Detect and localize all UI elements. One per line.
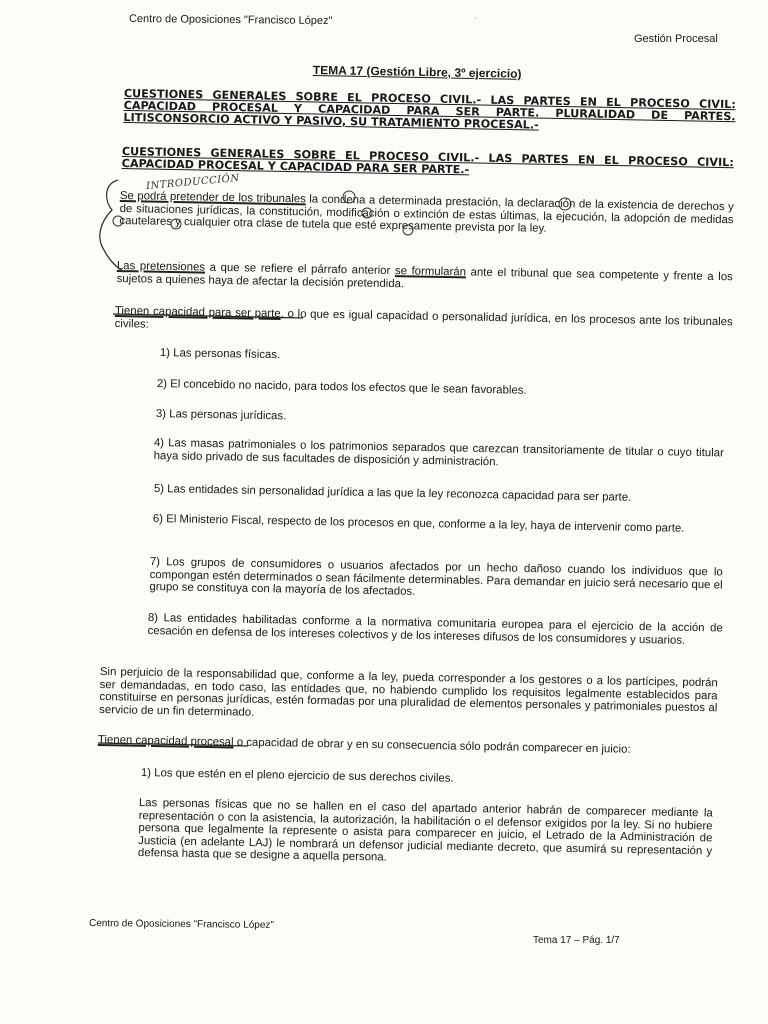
pretensiones-underlined2: se formularán — [394, 265, 467, 279]
header-institution: Centro de Oposiciones "Francisco López" — [128, 12, 333, 28]
capacidad-parte-paragraph — [115, 305, 733, 342]
list-item: 1) Las personas físicas. — [159, 347, 281, 362]
capacidad-procesal-underlined: Tienen capacidad procesal — [97, 734, 234, 749]
header-subject: Gestión Procesal — [634, 33, 718, 45]
intro-underlined: Se podrá pretender de los tribunales — [119, 190, 306, 206]
personas-fisicas-paragraph: Las personas físicas que no se hallen en el caso del apartado anterior habrán de comparecer mediante la representación o con la asistencia, la autorización, la habilitación o el defensor exigidos por la ley. Si no hubiere persona que legalmente la represente o asista para comparecer en juicio, el Letrado de la Administración de Justicia (en adelante LAJ) le nombrará un defensor judicial mediante decreto, que asumirá su representación y defensa hasta que se designe a aquella persona. — [137, 797, 713, 864]
pretensiones-paragraph — [117, 260, 733, 296]
pretensiones-text2: ante el tribunal que sea competente y frente a los sujetos a quienes haya de afectar la decisión pretendida. — [116, 266, 733, 290]
list-item: 8) Las entidades habilitadas conforme a la normativa comunitaria europea para el ejercicio de la acción de cesación en defensa de los intereses colectivos y de los intereses difusos de los consumidores y usuarios. — [147, 612, 723, 647]
main-heading: CUESTIONES GENERALES SOBRE EL PROCESO CIVIL.- LAS PARTES EN EL PROCESO CIVIL: CAPACIDAD PROCESAL Y CAPACIDAD PARA SER PARTE. PLURALIDAD DE PARTES. LITISCONSORCIO ACTIVO Y PASIVO, SU TRATAMIENTO PROCESAL.- — [123, 87, 736, 132]
list-item: 7) Los grupos de consumidores o usuarios afectados por un hecho dañoso cuando los individuos que lo compongan estén determinados o sean fácilmente determinables. Para demandar en juicio será necesario que el grupo se constituya con la mayoría de los afectados. — [149, 556, 723, 599]
list-item: 5) Las entidades sin personalidad jurídica a las que la ley reconozca capacidad para ser parte. — [153, 483, 632, 504]
list-item: 6) El Ministerio Fiscal, respecto de los procesos en que, conforme a la ley, haya de intervenir como parte. — [152, 513, 685, 535]
pretensiones-underlined: Las pretensiones — [116, 260, 206, 274]
scan-speck: · — [474, 14, 477, 23]
capacidad-procesal-text: o capacidad de obrar y en su consecuencia sólo podrán comparecer en juicio: — [233, 736, 631, 756]
intro-paragraph — [119, 190, 734, 239]
capacidad-parte-underlined: Tienen capacidad para ser parte — [114, 305, 281, 321]
list-item: 4) Las masas patrimoniales o los patrimonios separados que carezcan transitoriamente de titular o cuyo titular haya sido privado de sus facultades de disposición y administración. — [153, 437, 724, 468]
pretensiones-text1: a que se refiere el párrafo anterior — [204, 261, 396, 278]
handwritten-introduccion-note: INTRODUCCIÓN — [145, 172, 241, 193]
capacidad-parte-text: , o lo que es igual capacidad o personalidad jurídica, en los procesos ante los tribunales civiles: — [114, 308, 733, 331]
page-title: TEMA 17 (Gestión Libre, 3º ejercicio) — [312, 63, 522, 81]
list-item: 1) Los que estén en el pleno ejercicio de sus derechos civiles. — [140, 767, 454, 785]
list-item: 3) Las personas jurídicas. — [155, 408, 287, 423]
capacidad-procesal-paragraph — [98, 734, 718, 758]
section-heading: CUESTIONES GENERALES SOBRE EL PROCESO CIVIL.- LAS PARTES EN EL PROCESO CIVIL: CAPACIDAD PROCESAL Y CAPACIDAD PARA SER PARTE.- — [121, 145, 734, 177]
list-item: 2) El concebido no nacido, para todos los efectos que le sean favorables. — [156, 378, 527, 397]
intro-text: la condena a determinada prestación, la declaración de la existencia de derechos y de situaciones jurídicas, la constitución, modificación o extinción de estas últimas, la ejecución, la adopción de medidas cautelares y cualquier otra clase de tutela que esté expresamente prevista por la ley. — [119, 193, 734, 236]
sin-perjuicio-paragraph: Sin perjuicio de la responsabilidad que, conforme a la ley, pueda corresponder a los gestores o a los partícipes, podrán ser demandadas, en todo caso, las entidades que, no habiendo cumplido los requisitos legalmente establecidos para constituirse en personas jurídicas, estén formadas por una pluralidad de elementos personales y patrimoniales puestos al servicio de un fin determinado. — [99, 666, 718, 719]
footer-institution: Centro de Oposiciones "Francisco López" — [88, 918, 275, 931]
footer-page-number: Tema 17 – Pág. 1/7 — [533, 935, 620, 946]
